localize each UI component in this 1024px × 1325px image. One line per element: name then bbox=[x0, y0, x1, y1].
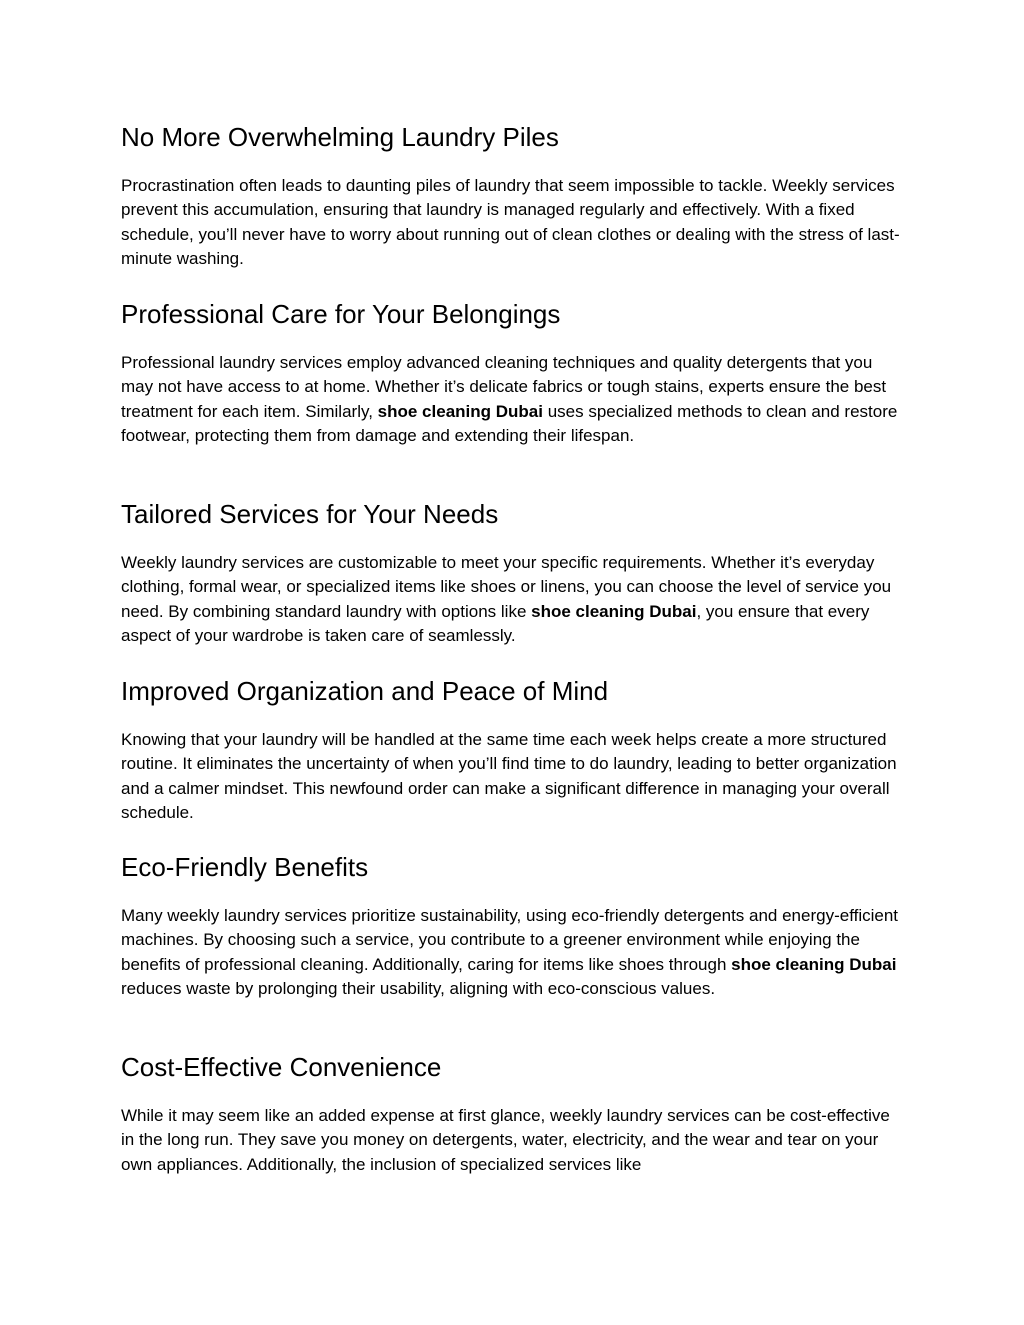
paragraph-text: Professional laundry services employ advanced cleaning techniques and quality detergents that you may not have access to at home. Whether it’s delicate fabrics or tough stains, experts ensure the best treatment for each item. Similarly, bbox=[121, 353, 887, 421]
paragraph-text: Knowing that your laundry will be handled at the same time each week helps create a more structured routine. It eliminates the uncertainty of when you’ll find time to do laundry, leading to better organization and a calmer mindset. This newfound order can make a significant difference in managing your overall schedule. bbox=[121, 730, 897, 823]
section-paragraph bbox=[121, 551, 905, 649]
section-paragraph bbox=[121, 351, 905, 449]
keyword-shoe-cleaning-dubai: shoe cleaning Dubai bbox=[531, 601, 697, 621]
section-eco-friendly bbox=[121, 851, 905, 999]
section-paragraph bbox=[121, 1104, 905, 1177]
section-paragraph bbox=[121, 728, 905, 826]
paragraph-text: While it may seem like an added expense at first glance, weekly laundry services can be cost-effective in the long run. They save you money on detergents, water, electricity, and the wear and tear on your own appliances. Additionally, the inclusion of specialized services like bbox=[121, 1106, 890, 1174]
section-heading: Tailored Services for Your Needs bbox=[121, 499, 499, 529]
paragraph-text: reduces waste by prolonging their usability, aligning with eco-conscious values. bbox=[121, 979, 716, 999]
keyword-shoe-cleaning-dubai: shoe cleaning Dubai bbox=[731, 954, 897, 974]
section-laundry-piles bbox=[121, 121, 905, 269]
section-professional-care bbox=[121, 298, 905, 446]
section-heading: Improved Organization and Peace of Mind bbox=[121, 676, 609, 706]
paragraph-text: Weekly laundry services are customizable to meet your specific requirements. Whether it’s everyday clothing, formal wear, or specialized items like shoes or linens, you can choose the level of service you need. By combining standard laundry with options like bbox=[121, 553, 892, 621]
section-cost-effective bbox=[121, 1051, 905, 1174]
section-heading: Eco-Friendly Benefits bbox=[121, 852, 369, 882]
keyword-shoe-cleaning-dubai: shoe cleaning Dubai bbox=[377, 401, 543, 421]
section-paragraph bbox=[121, 174, 905, 272]
section-paragraph bbox=[121, 904, 905, 1002]
section-heading: Cost-Effective Convenience bbox=[121, 1052, 442, 1082]
paragraph-text: uses specialized methods to clean and restore footwear, protecting them from damage and extending their lifespan. bbox=[121, 401, 898, 446]
paragraph-text: Many weekly laundry services prioritize sustainability, using eco-friendly detergents and energy-efficient machines. By choosing such a service, you contribute to a greener environment while enjoying the benefits of professional cleaning. Additionally, caring for items like shoes through bbox=[121, 906, 899, 974]
section-tailored-services bbox=[121, 498, 905, 646]
paragraph-text: , you ensure that every aspect of your wardrobe is taken care of seamlessly. bbox=[121, 601, 870, 646]
section-heading: Professional Care for Your Belongings bbox=[121, 299, 561, 329]
section-heading: No More Overwhelming Laundry Piles bbox=[121, 122, 559, 152]
paragraph-text: Procrastination often leads to daunting piles of laundry that seem impossible to tackle. Weekly services prevent this accumulation, ensuring that laundry is managed regularly and effectively. With a fixed schedule, you’ll never have to worry about running out of clean clothes or dealing with the stress of last-minute washing. bbox=[121, 176, 900, 269]
section-organization bbox=[121, 675, 905, 823]
